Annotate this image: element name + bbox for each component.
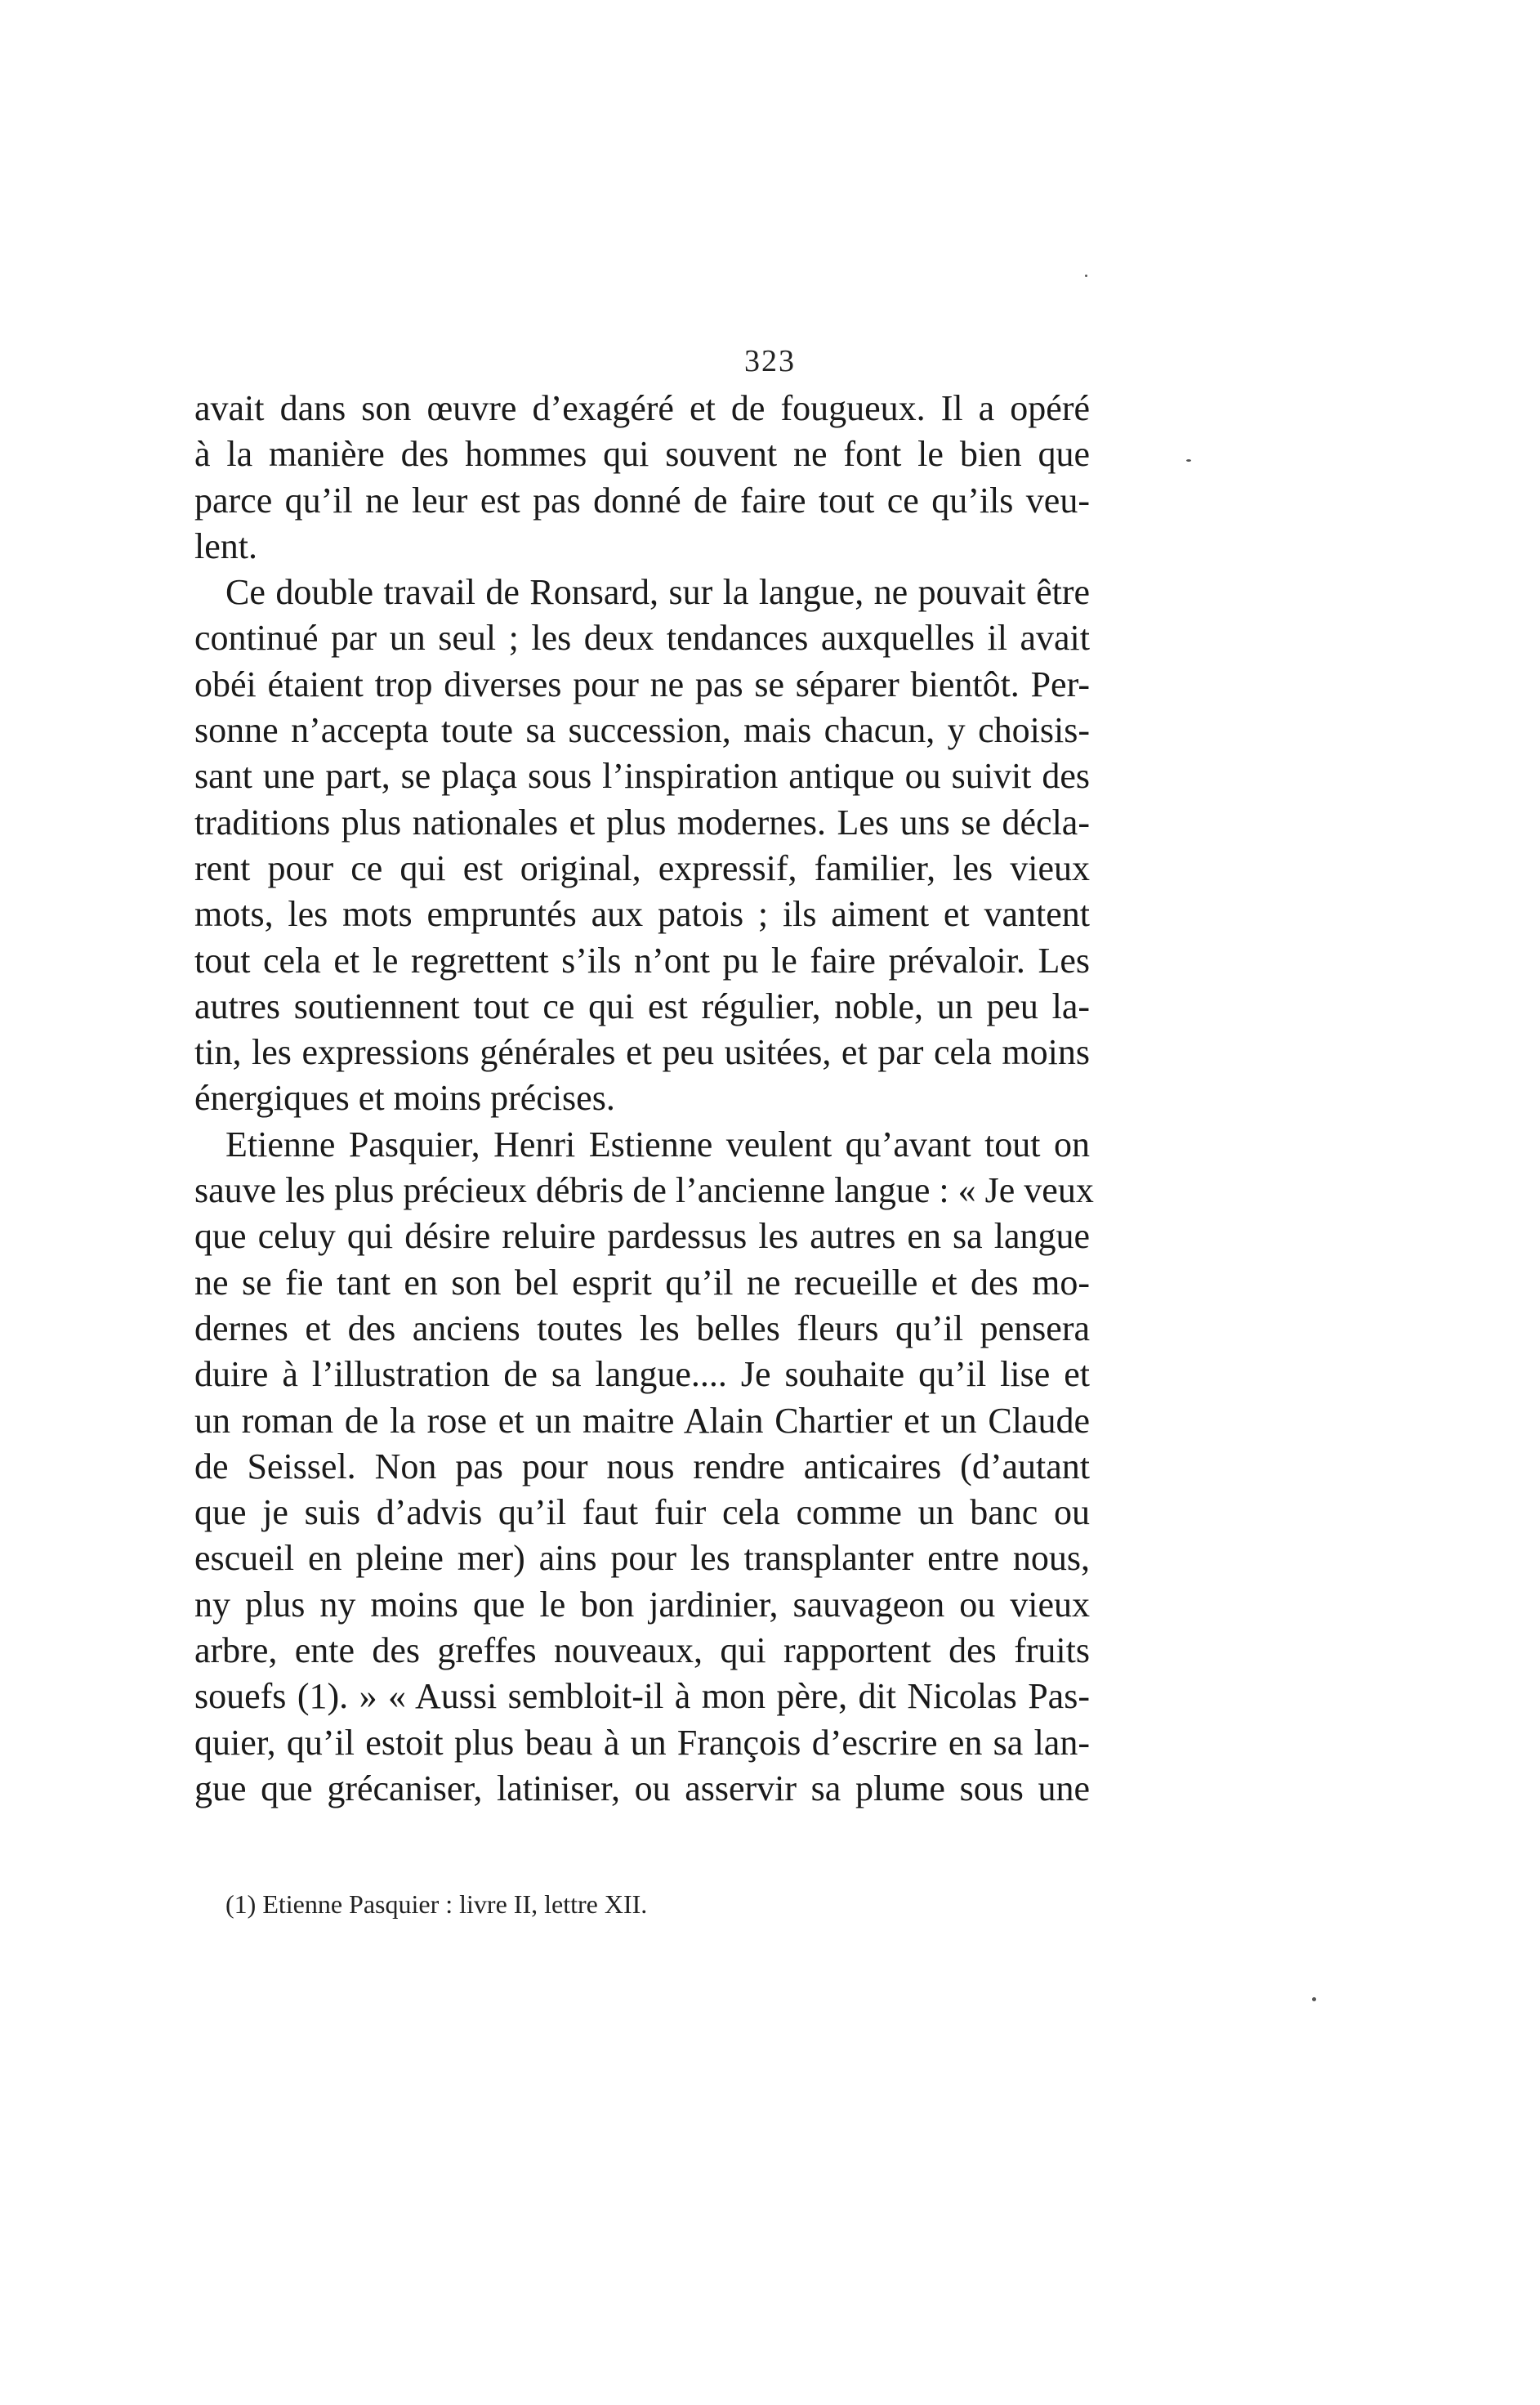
- text-line: parce qu’il ne leur est pas donné de faire tout ce qu’ils veu-: [194, 480, 1090, 521]
- text-line: duire à l’illustration de sa langue.... Je souhaite qu’il lise et: [194, 1354, 1090, 1395]
- scan-speck: [1085, 275, 1087, 277]
- text-line: gue que grécaniser, latiniser, ou asservir sa plume sous une: [194, 1768, 1090, 1808]
- text-line: lent.: [194, 525, 257, 566]
- text-line: arbre, ente des greffes nouveaux, qui rapportent des fruits: [194, 1630, 1090, 1671]
- text-line: à la manière des hommes qui souvent ne font le bien que: [194, 434, 1090, 475]
- text-line: tout cela et le regrettent s’ils n’ont pu le faire prévaloir. Les: [194, 940, 1090, 981]
- footnote: (1) Etienne Pasquier : livre II, lettre XII.: [225, 1889, 648, 1919]
- text-line: avait dans son œuvre d’exagéré et de fougueux. Il a opéré: [194, 388, 1090, 428]
- text-line: autres soutiennent tout ce qui est régulier, noble, un peu la-: [194, 986, 1090, 1026]
- text-line: rent pour ce qui est original, expressif, familier, les vieux: [194, 847, 1090, 888]
- text-line: énergiques et moins précises.: [194, 1078, 615, 1119]
- text-line: quier, qu’il estoit plus beau à un François d’escrire en sa lan-: [194, 1722, 1090, 1763]
- text-line: de Seissel. Non pas pour nous rendre anticaires (d’autant: [194, 1446, 1090, 1486]
- scan-speck: [1312, 1997, 1316, 2001]
- text-line: dernes et des anciens toutes les belles fleurs qu’il pensera: [194, 1308, 1090, 1348]
- page-number: 323: [744, 344, 796, 378]
- text-line: traditions plus nationales et plus modernes. Les uns se décla-: [194, 802, 1090, 843]
- paragraph-1: [194, 386, 1090, 570]
- text-line: Ce double travail de Ronsard, sur la langue, ne pouvait être: [225, 572, 1090, 613]
- text-line: ne se fie tant en son bel esprit qu’il ne recueille et des mo-: [194, 1262, 1090, 1303]
- text-line: que celuy qui désire reluire pardessus les autres en sa langue: [194, 1216, 1090, 1257]
- text-line: ny plus ny moins que le bon jardinier, sauvageon ou vieux: [194, 1584, 1090, 1625]
- text-line: un roman de la rose et un maitre Alain Chartier et un Claude: [194, 1400, 1090, 1441]
- text-line: tin, les expressions générales et peu usitées, et par cela moins: [194, 1032, 1090, 1073]
- paragraph-2: [194, 570, 1090, 1122]
- text-line: obéi étaient trop diverses pour ne pas se séparer bientôt. Per-: [194, 664, 1090, 704]
- text-line: Etienne Pasquier, Henri Estienne veulent qu’avant tout on: [225, 1124, 1090, 1165]
- text-line: souefs (1). » « Aussi sembloit-il à mon père, dit Nicolas Pas-: [194, 1676, 1090, 1717]
- text-line: sonne n’accepta toute sa succession, mais chacun, y choisis-: [194, 710, 1090, 751]
- text-line: continué par un seul ; les deux tendances auxquelles il avait: [194, 618, 1090, 659]
- text-line: sauve les plus précieux débris de l’ancienne langue : « Je veux: [194, 1170, 1094, 1211]
- text-line: escueil en pleine mer) ains pour les transplanter entre nous,: [194, 1538, 1090, 1579]
- paragraph-3: [194, 1122, 1094, 1812]
- body-text: [194, 386, 1094, 1812]
- text-line: mots, les mots empruntés aux patois ; ils aiment et vantent: [194, 894, 1090, 935]
- text-line: que je suis d’advis qu’il faut fuir cela comme un banc ou: [194, 1492, 1090, 1533]
- text-line: sant une part, se plaça sous l’inspiration antique ou suivit des: [194, 756, 1090, 797]
- scan-speck: [1186, 459, 1191, 462]
